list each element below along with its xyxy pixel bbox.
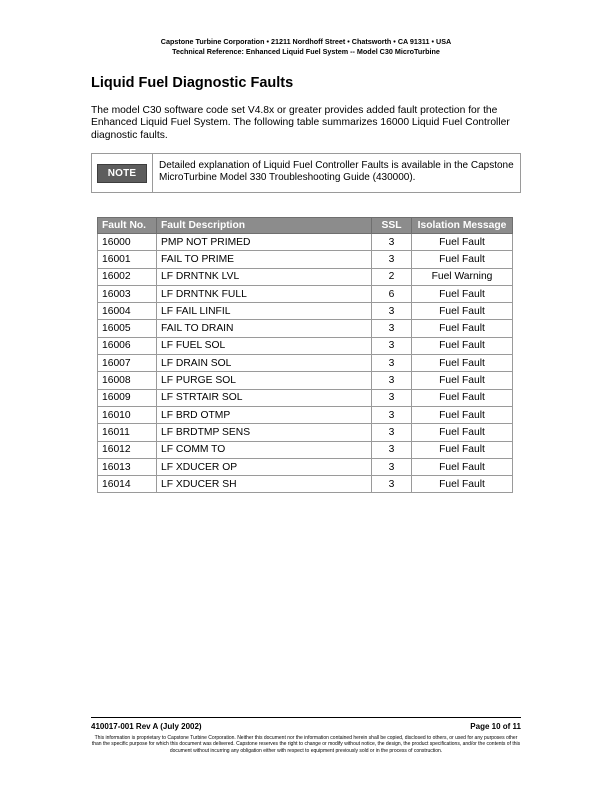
- header-doc-title: Technical Reference: Enhanced Liquid Fuel System -- Model C30 MicroTurbine: [172, 46, 440, 56]
- cell-fault-no: 16008: [98, 372, 157, 389]
- table-row: [98, 476, 513, 493]
- cell-isolation-message: Fuel Fault: [412, 251, 513, 268]
- table-row: [98, 268, 513, 285]
- note-badge: NOTE: [97, 164, 148, 183]
- table-row: [98, 251, 513, 268]
- cell-isolation-message: Fuel Fault: [412, 303, 513, 320]
- table-row: [98, 234, 513, 251]
- cell-fault-description: LF BRDTMP SENS: [157, 424, 372, 441]
- col-header-isolation-message: Isolation Message: [412, 218, 513, 234]
- cell-fault-description: LF FUEL SOL: [157, 337, 372, 354]
- cell-fault-description: LF BRD OTMP: [157, 406, 372, 423]
- footer-doc-id: 410017-001 Rev A (July 2002): [91, 722, 202, 731]
- cell-ssl: 3: [372, 372, 412, 389]
- header-address: Capstone Turbine Corporation • 21211 Nordhoff Street • Chatsworth • CA 91311 • USA: [160, 37, 452, 46]
- cell-isolation-message: Fuel Fault: [412, 458, 513, 475]
- cell-fault-description: PMP NOT PRIMED: [157, 234, 372, 251]
- cell-fault-description: LF FAIL LINFIL: [157, 303, 372, 320]
- table-row: [98, 424, 513, 441]
- intro-paragraph: The model C30 software code set V4.8x or greater provides added fault protection for the Enhanced Liquid Fuel System. The following table summarizes 16000 Liquid Fuel Controller diagnostic faults.: [91, 105, 510, 141]
- cell-fault-description: LF COMM TO: [157, 441, 372, 458]
- table-row: [98, 458, 513, 475]
- cell-fault-description: FAIL TO DRAIN: [157, 320, 372, 337]
- cell-ssl: 6: [372, 285, 412, 302]
- cell-isolation-message: Fuel Fault: [412, 355, 513, 372]
- cell-fault-no: 16001: [98, 251, 157, 268]
- table-row: [98, 303, 513, 320]
- cell-fault-no: 16014: [98, 476, 157, 493]
- table-row: [98, 320, 513, 337]
- cell-fault-no: 16010: [98, 406, 157, 423]
- note-box: [91, 153, 521, 193]
- page-header: [0, 37, 612, 56]
- cell-fault-description: LF PURGE SOL: [157, 372, 372, 389]
- cell-fault-description: LF DRAIN SOL: [157, 355, 372, 372]
- cell-ssl: 3: [372, 320, 412, 337]
- table-row: [98, 441, 513, 458]
- cell-ssl: 3: [372, 303, 412, 320]
- cell-ssl: 3: [372, 476, 412, 493]
- table-header-row: [98, 218, 513, 234]
- table-row: [98, 337, 513, 354]
- cell-fault-no: 16005: [98, 320, 157, 337]
- cell-isolation-message: Fuel Fault: [412, 441, 513, 458]
- col-header-fault-description: Fault Description: [157, 218, 372, 234]
- cell-isolation-message: Fuel Warning: [412, 268, 513, 285]
- table-row: [98, 285, 513, 302]
- cell-fault-no: 16009: [98, 389, 157, 406]
- footer-disclaimer: This information is proprietary to Capstone Turbine Corporation. Neither this document nor the information contained herein shall be copied, disclosed to others, or used for any purposes other than the specific purpose for which this document was delivered. Capstone reserves the right to change or modify without notice, the design, the product specifications, and/or the contents of this document without incurring any obligation either with respect to equipment previously sold or in the process of construction.: [91, 735, 521, 754]
- cell-ssl: 3: [372, 406, 412, 423]
- cell-fault-description: LF DRNTNK LVL: [157, 268, 372, 285]
- cell-ssl: 3: [372, 337, 412, 354]
- cell-isolation-message: Fuel Fault: [412, 337, 513, 354]
- cell-ssl: 3: [372, 441, 412, 458]
- footer-rule: [91, 717, 521, 718]
- cell-fault-description: LF XDUCER OP: [157, 458, 372, 475]
- cell-ssl: 3: [372, 234, 412, 251]
- cell-ssl: 3: [372, 424, 412, 441]
- cell-isolation-message: Fuel Fault: [412, 285, 513, 302]
- cell-fault-no: 16007: [98, 355, 157, 372]
- cell-fault-description: LF STRTAIR SOL: [157, 389, 372, 406]
- cell-fault-description: LF XDUCER SH: [157, 476, 372, 493]
- cell-isolation-message: Fuel Fault: [412, 320, 513, 337]
- note-text: Detailed explanation of Liquid Fuel Controller Faults is available in the Capstone MicroTurbine Model 330 Troubleshooting Guide (430000).: [152, 154, 520, 192]
- fault-table: [97, 217, 513, 493]
- cell-ssl: 3: [372, 355, 412, 372]
- cell-isolation-message: Fuel Fault: [412, 424, 513, 441]
- table-row: [98, 389, 513, 406]
- cell-fault-no: 16013: [98, 458, 157, 475]
- cell-ssl: 3: [372, 458, 412, 475]
- cell-isolation-message: Fuel Fault: [412, 406, 513, 423]
- note-label-cell: [92, 154, 152, 192]
- cell-fault-no: 16012: [98, 441, 157, 458]
- table-row: [98, 372, 513, 389]
- cell-isolation-message: Fuel Fault: [412, 389, 513, 406]
- cell-ssl: 2: [372, 268, 412, 285]
- cell-ssl: 3: [372, 251, 412, 268]
- cell-ssl: 3: [372, 389, 412, 406]
- fault-table-body: [98, 234, 513, 493]
- cell-fault-description: LF DRNTNK FULL: [157, 285, 372, 302]
- cell-isolation-message: Fuel Fault: [412, 476, 513, 493]
- section-title: Liquid Fuel Diagnostic Faults: [91, 75, 294, 91]
- col-header-ssl: SSL: [372, 218, 412, 234]
- col-header-fault-no: Fault No.: [98, 218, 157, 234]
- cell-fault-no: 16002: [98, 268, 157, 285]
- cell-fault-no: 16006: [98, 337, 157, 354]
- table-row: [98, 355, 513, 372]
- cell-fault-no: 16011: [98, 424, 157, 441]
- cell-fault-no: 16003: [98, 285, 157, 302]
- table-row: [98, 406, 513, 423]
- cell-fault-description: FAIL TO PRIME: [157, 251, 372, 268]
- cell-isolation-message: Fuel Fault: [412, 234, 513, 251]
- cell-isolation-message: Fuel Fault: [412, 372, 513, 389]
- footer-page-number: Page 10 of 11: [470, 722, 521, 731]
- cell-fault-no: 16004: [98, 303, 157, 320]
- cell-fault-no: 16000: [98, 234, 157, 251]
